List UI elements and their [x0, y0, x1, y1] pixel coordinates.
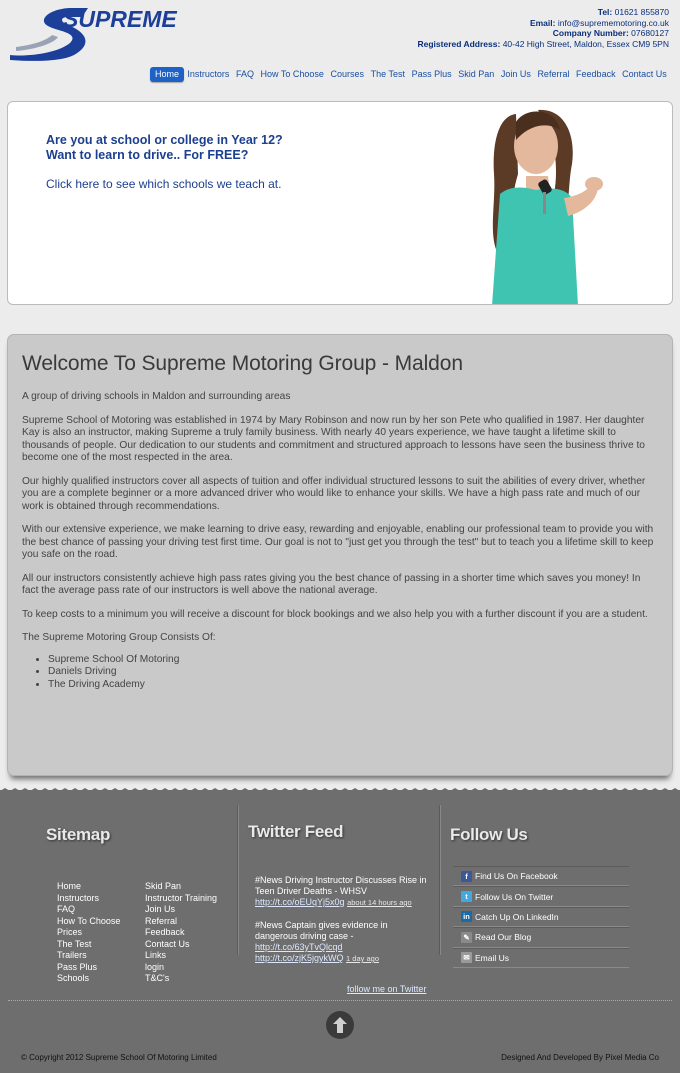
sitemap-link[interactable]: login: [145, 961, 165, 972]
follow-me-on-twitter-link[interactable]: follow me on Twitter: [347, 984, 427, 994]
follow-facebook-link[interactable]: [453, 866, 629, 886]
experience-paragraph: With our extensive experience, we make learning to drive easy, rewarding and enjoyable, enabling our professional team to provide you with the best chance of passing your driving test first time. Our goal is not to "just get you through the test" but to teach you a lifetime skill to keep you safe on the road.: [22, 524, 654, 560]
tweet-link[interactable]: http://t.co/oEUqYj5x0g: [255, 897, 345, 907]
contact-email[interactable]: Email: info@suprememotoring.co.uk: [529, 17, 669, 28]
tweet-time[interactable]: 1 day ago: [346, 954, 379, 963]
sitemap-link[interactable]: Skid Pan: [145, 881, 182, 891]
sitemap-link[interactable]: Instructor Training: [145, 892, 218, 903]
blog-icon: ✎: [461, 932, 472, 943]
sitemap-link[interactable]: Referral: [145, 915, 178, 926]
group-list: [48, 654, 658, 692]
page-title: Welcome To Supreme Motoring Group - Maldon: [22, 352, 463, 375]
tweet-text: #News Captain gives evidence in dangerous driving case -: [255, 920, 388, 941]
follow-label: Follow Us On Twitter: [475, 891, 554, 902]
sitemap-column-1: [57, 881, 120, 985]
designed-by-link[interactable]: Designed And Developed By Pixel Media Co: [501, 1053, 659, 1062]
instructors-paragraph: Our highly qualified instructors cover all aspects of tuition and offer individual structured lessons to suit the abilities of every driver, whether you are a complete beginner or a more advanced driver who would like to enhance your skills. We have a high pass rate and much of our work is obtained through recommendations.: [22, 475, 646, 512]
nav-skid-pan[interactable]: Skid Pan: [458, 69, 495, 79]
nav-faq[interactable]: FAQ: [235, 69, 254, 79]
tweet-text: #News Driving Instructor Discusses Rise in Teen Driver Deaths - WHSV: [255, 875, 427, 896]
facebook-icon: f: [461, 871, 472, 882]
email-icon: ✉: [461, 952, 472, 963]
nav-the-test[interactable]: The Test: [370, 69, 405, 79]
follow-us-heading: Follow Us: [450, 825, 528, 844]
footer-zigzag-edge: [0, 788, 680, 796]
banner-schools-link[interactable]: Click here to see which schools we teach at.: [46, 177, 282, 191]
follow-twitter-link[interactable]: [453, 886, 629, 906]
sitemap-link[interactable]: Schools: [57, 973, 90, 983]
sitemap-column-2: [145, 881, 217, 985]
main-nav: [150, 67, 670, 82]
follow-label: Find Us On Facebook: [475, 871, 558, 882]
banner-text: [46, 133, 283, 192]
back-to-top-button[interactable]: [326, 1011, 354, 1039]
contact-address: Registered Address: 40-42 High Street, Maldon, Essex CM9 5PN: [417, 38, 669, 49]
supreme-logo[interactable]: [8, 5, 268, 63]
follow-blog-link[interactable]: [453, 927, 629, 947]
sitemap-link[interactable]: Instructors: [57, 892, 100, 903]
follow-label: Email Us: [475, 952, 510, 963]
header: [0, 0, 680, 95]
sitemap-link[interactable]: Prices: [57, 927, 83, 937]
sitemap-link[interactable]: Trailers: [57, 950, 87, 960]
nav-courses[interactable]: Courses: [330, 69, 365, 79]
tweet-link[interactable]: http://t.co/63yTvQlcqd: [255, 942, 343, 952]
footer-divider: [439, 805, 441, 955]
follow-us-list: [453, 866, 629, 968]
welcome-section: [7, 334, 673, 776]
follow-label: Read Our Blog: [475, 932, 532, 943]
sitemap-link[interactable]: The Test: [57, 938, 92, 949]
footer-divider: [237, 805, 239, 955]
contact-company: Company Number: 07680127: [552, 28, 669, 39]
follow-email-link[interactable]: [453, 948, 629, 968]
linkedin-icon: in: [461, 911, 472, 922]
footer-separator: [8, 1000, 672, 1001]
sitemap-link[interactable]: Pass Plus: [57, 961, 98, 972]
tweet-link[interactable]: http://t.co/zjK5jgykWQ: [255, 953, 344, 963]
nav-how-to-choose[interactable]: How To Choose: [260, 69, 324, 79]
sitemap-link[interactable]: How To Choose: [57, 915, 121, 926]
sitemap-link[interactable]: FAQ: [57, 904, 76, 914]
twitter-feed-heading: Twitter Feed: [248, 822, 344, 841]
sitemap-link[interactable]: Links: [145, 950, 167, 960]
svg-text:SUPREME: SUPREME: [63, 6, 177, 32]
nav-feedback[interactable]: Feedback: [576, 69, 616, 79]
list-item: • Daniels Driving: [48, 666, 658, 679]
nav-contact-us[interactable]: Contact Us: [622, 69, 667, 79]
copyright-text: © Copyright 2012 Supreme School Of Motoring Limited: [21, 1053, 217, 1062]
sitemap-link[interactable]: Contact Us: [145, 938, 190, 949]
promo-banner[interactable]: [7, 101, 673, 305]
girl-with-keys-image: [468, 104, 608, 305]
tweet-item: [255, 920, 430, 964]
sitemap-link[interactable]: Join Us: [145, 904, 176, 914]
list-item: • The Driving Academy: [48, 679, 658, 692]
sitemap-link[interactable]: Home: [57, 881, 82, 891]
list-item: • Supreme School Of Motoring: [48, 654, 658, 667]
banner-subheadline: Want to learn to drive.. For FREE?: [46, 148, 249, 162]
nav-join-us[interactable]: Join Us: [500, 69, 531, 79]
twitter-icon: t: [461, 891, 472, 902]
intro-paragraph: A group of driving schools in Maldon and surrounding areas: [22, 391, 291, 402]
history-paragraph: Supreme School of Motoring was established in 1974 by Mary Robinson and now run by her son Pete who qualified in 1987. Her daughter Kay is also an instructor, making Supreme a truly family business. With nearly 40 years experience, we have taught a lifetime skill to thousands of people. Our dedication to our students and commitment and structured approach to lessons have seen the business thrive to become one of the most respected in the area.: [22, 414, 645, 463]
follow-label: Catch Up On LinkedIn: [475, 911, 559, 922]
sitemap-link[interactable]: T&C's: [145, 973, 170, 983]
group-heading: The Supreme Motoring Group Consists Of:: [22, 632, 216, 643]
nav-home[interactable]: Home: [150, 67, 184, 82]
contact-info: [417, 7, 669, 49]
logo-swoosh-icon: [8, 5, 268, 63]
banner-headline: Are you at school or college in Year 12?: [46, 133, 283, 147]
nav-referral[interactable]: Referral: [537, 69, 570, 79]
sitemap-link[interactable]: Feedback: [145, 927, 185, 937]
contact-tel: Tel: 01621 855870: [597, 7, 669, 17]
discount-paragraph: To keep costs to a minimum you will receive a discount for block bookings and we also help you with a further discount if you are a student.: [22, 608, 648, 620]
arrow-up-icon: [332, 1016, 348, 1034]
nav-pass-plus[interactable]: Pass Plus: [411, 69, 452, 79]
follow-linkedin-link[interactable]: [453, 907, 629, 927]
pass-rate-paragraph: All our instructors consistently achieve high pass rates giving you the best chance of passing in a shorter time which saves you money! In fact the average pass rate of our instructors is well above the national average.: [22, 572, 641, 596]
sitemap-heading: Sitemap: [46, 825, 111, 844]
nav-instructors[interactable]: Instructors: [187, 69, 230, 79]
tweet-item: [255, 875, 430, 908]
tweet-time[interactable]: about 14 hours ago: [347, 898, 412, 907]
